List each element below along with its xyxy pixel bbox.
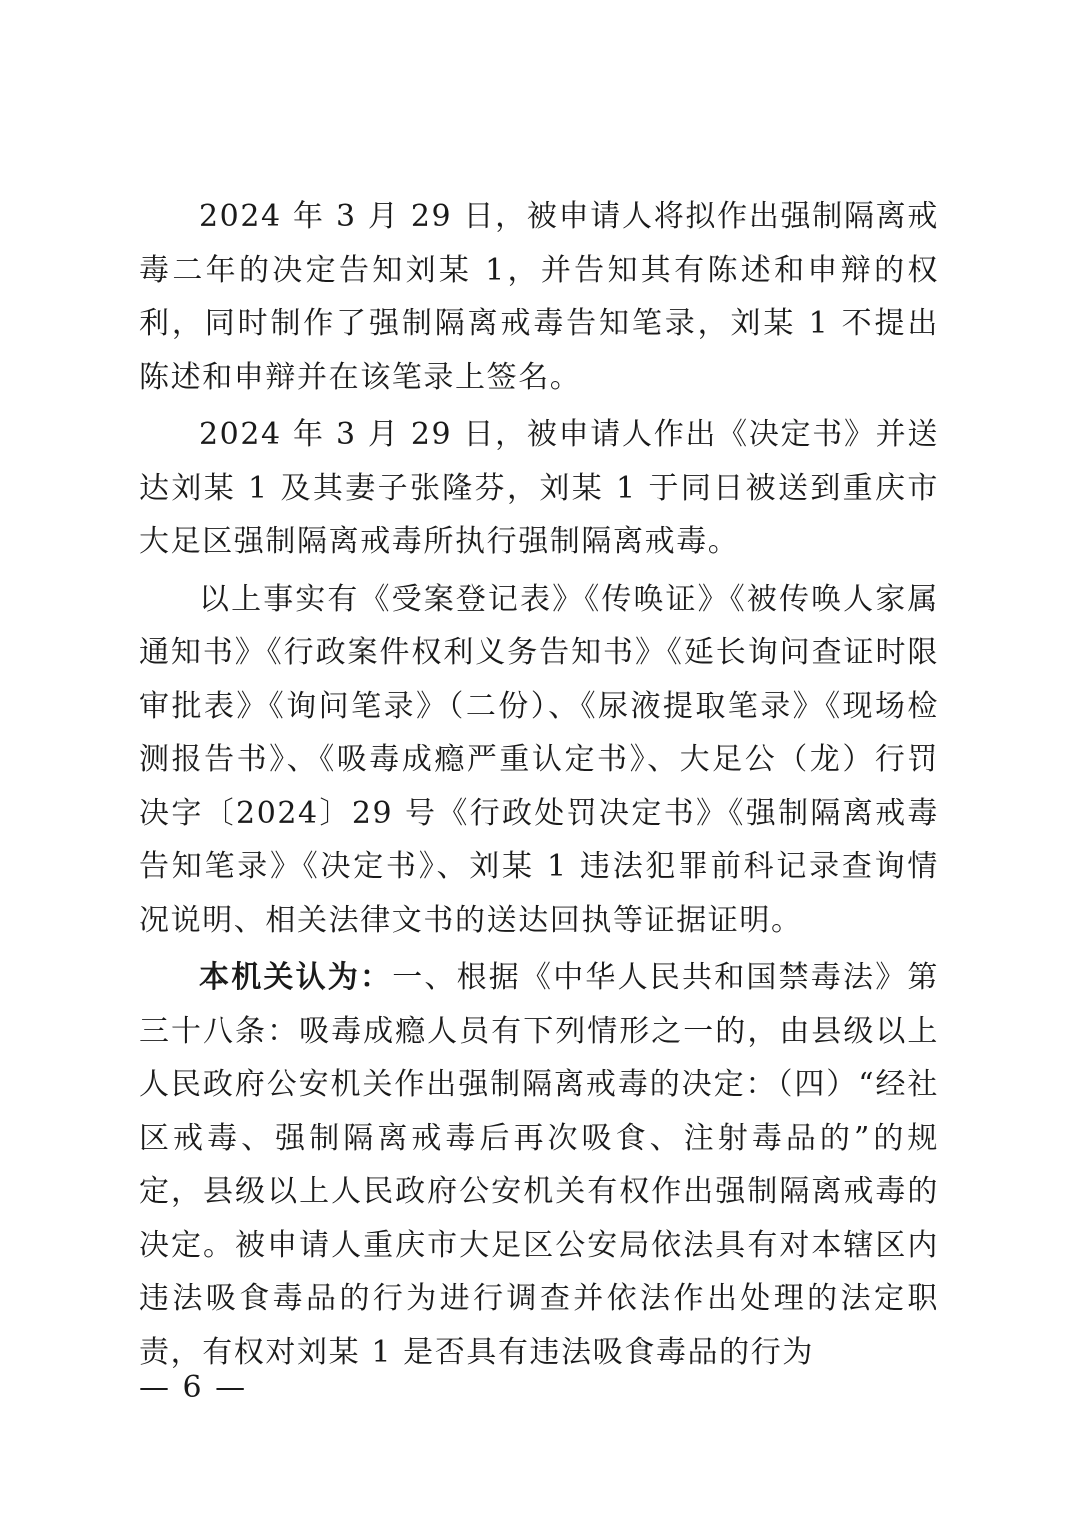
paragraph-4 (139, 951, 939, 1379)
page-number: — 6 — (139, 1370, 248, 1405)
paragraph-1 (139, 190, 939, 404)
paragraph-lead-bold: 本机关认为： (199, 960, 393, 995)
document-body (139, 190, 939, 1379)
paragraph-text: 一、根据《中华人民共和国禁毒法》第三十八条：吸毒成瘾人员有下列情形之一的，由县级以上人民政府公安机关作出强制隔离戒毒的决定：（四）“经社区戒毒、强制隔离戒毒后再次吸食、注射毒品的”的规定，县级以上人民政府公安机关有权作出强制隔离戒毒的决定。被申请人重庆市大足区公安局依法具有对本辖区内违法吸食毒品的行为进行调查并依法作出处理的法定职责，有权对刘某 1 是否具有违法吸食毒品的行为 (139, 960, 939, 1370)
paragraph-2 (139, 408, 939, 569)
paragraph-text: 以上事实有《受案登记表》《传唤证》《被传唤人家属通知书》《行政案件权利义务告知书》《延长询问查证时限审批表》《询问笔录》（二份）、《尿液提取笔录》《现场检测报告书》、《吸毒成瘾严重认定书》、大足公（龙）行罚决字〔2024〕29 号《行政处罚决定书》《强制隔离戒毒告知笔录》《决定书》、刘某 1 违法犯罪前科记录查询情况说明、相关法律文书的送达回执等证据证明。 (139, 581, 939, 938)
paragraph-text: 2024 年 3 月 29 日，被申请人作出《决定书》并送达刘某 1 及其妻子张隆芬，刘某 1 于同日被送到重庆市大足区强制隔离戒毒所执行强制隔离戒毒。 (139, 417, 939, 559)
paragraph-text: 2024 年 3 月 29 日，被申请人将拟作出强制隔离戒毒二年的决定告知刘某 1，并告知其有陈述和申辩的权利，同时制作了强制隔离戒毒告知笔录，刘某 1 不提出陈述和申辩并在该笔录上签名。 (139, 199, 939, 395)
paragraph-3 (139, 573, 939, 948)
